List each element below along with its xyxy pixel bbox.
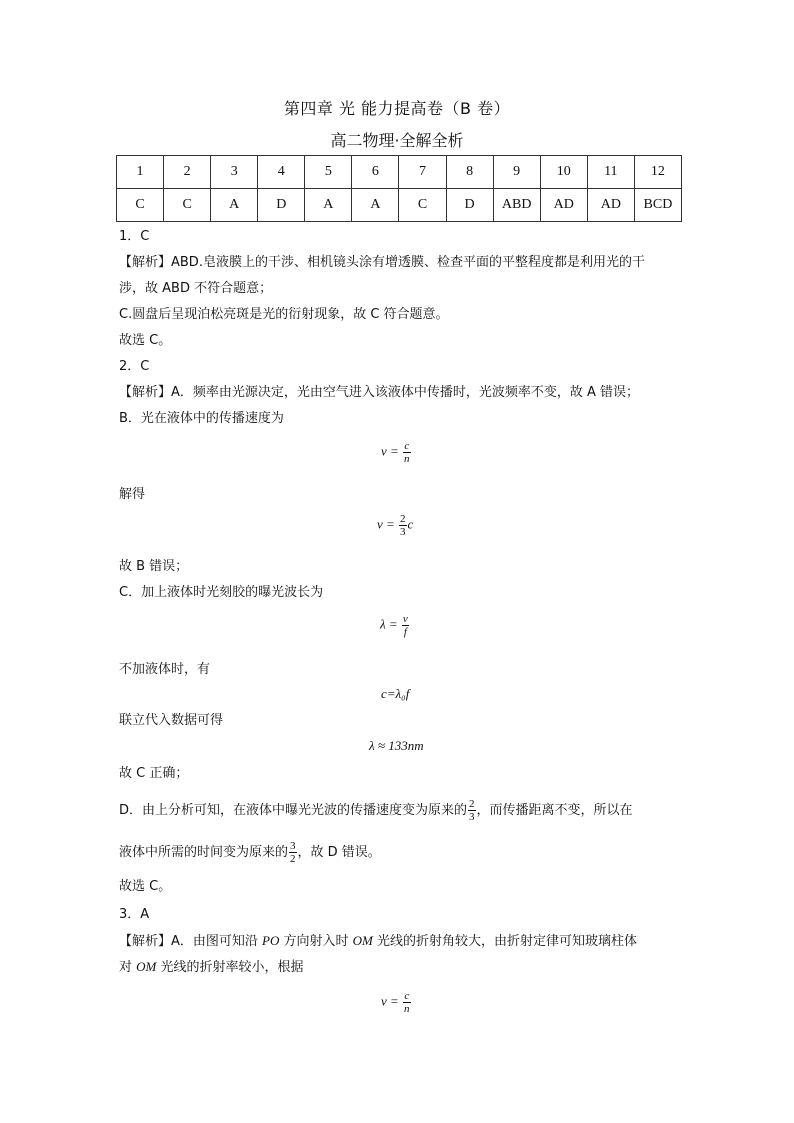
answer-table-answer-cell: AD [587,189,634,222]
answer-table-number-cell: 4 [258,156,305,189]
q2-option-d-line-2: 液体中所需的时间变为原来的 $\frac{3}{2}$ ，故 D 错误。 [119,840,381,865]
q2-option-c: C．加上液体时光刻胶的曝光波长为 [119,585,324,600]
answer-table-answer-cell: C [164,189,211,222]
q1-analysis-line-2: 涉，故 ABD 不符合题意； [119,281,273,296]
q2-c-conclusion: 故 C 正确； [119,766,189,781]
answer-table-answer-cell: A [352,189,399,222]
q2-heading: 2．C [119,359,150,374]
q2-equation-result: v = $\frac{2}{3}$ c [377,513,414,538]
answer-table-answer-cell: C [399,189,446,222]
answer-table-number-cell: 8 [446,156,493,189]
answer-table-answer-cell: A [305,189,352,222]
q1-heading: 1．C [119,229,150,244]
fraction: $\frac{2}{3}$ [469,798,475,823]
fraction: $\frac{2}{3}$ [400,513,406,538]
answer-table-number-cell: 6 [352,156,399,189]
answer-table-number-cell: 3 [211,156,258,189]
q2-combine-label: 联立代入数据可得 [119,713,224,728]
answer-table-answer-cell: D [446,189,493,222]
answer-table-number-cell: 1 [117,156,164,189]
answer-table-number-cell: 10 [540,156,587,189]
answer-table-answer-cell: C [117,189,164,222]
answer-table-number-cell: 2 [164,156,211,189]
q2-equation-wavelength-result: λ ≈ 133nm [369,738,424,753]
q2-equation-wavelength: λ = $\frac{v}{f}$ [380,613,408,638]
answer-table [116,155,682,222]
q3-analysis-line-2: 对 OM 光线的折射率较小，根据 [119,959,304,975]
answer-table-number-cell: 12 [634,156,681,189]
q2-no-liquid-label: 不加液体时，有 [119,662,211,677]
q3-analysis-line-1: 【解析】A．由图可知沿 PO 方向射入时 OM 光线的折射角较大，由折射定律可知玻璃柱体 [119,933,637,949]
answer-table-number-row [117,156,682,189]
answer-table-number-cell: 9 [493,156,540,189]
answer-table-number-cell: 7 [399,156,446,189]
q1-analysis-line-1: 【解析】ABD.皂液膜上的干涉、相机镜头涂有增透膜、检查平面的平整程度都是利用光的干 [119,255,645,270]
answer-table-answer-cell: ABD [493,189,540,222]
answer-table-number-cell: 11 [587,156,634,189]
q2-option-d-line-1: D．由上分析可知，在液体中曝光光波的传播速度变为原来的 $\frac{2}{3}$ ，而传播距离不变，所以在 [119,798,633,823]
q2-option-a: 【解析】A．频率由光源决定，光由空气进入该液体中传播时，光波频率不变，故 A 错误； [119,385,640,400]
fraction: $\frac{v}{f}$ [402,613,408,638]
page-subtitle: 高二物理·全解全析 [330,131,464,150]
answer-table-answer-cell: A [211,189,258,222]
answer-table-answer-cell: BCD [634,189,681,222]
answer-table-number-cell: 5 [305,156,352,189]
q2-option-b: B．光在液体中的传播速度为 [119,411,284,426]
page-title: 第四章 光 能力提高卷（B 卷） [283,99,511,118]
q1-conclusion: 故选 C。 [119,333,172,348]
answer-table-answer-cell: D [258,189,305,222]
answer-table-answer-cell: AD [540,189,587,222]
fraction: $\frac{c}{n}$ [404,440,410,465]
q3-equation-speed: v = $\frac{c}{n}$ [381,990,410,1015]
q2-conclusion: 故选 C。 [119,879,172,894]
q2-solve-label: 解得 [119,487,146,502]
answer-table-answer-row [117,189,682,222]
q1-analysis-line-3: C.圆盘后呈现泊松亮斑是光的衍射现象，故 C 符合题意。 [119,307,449,322]
fraction: $\frac{c}{n}$ [404,990,410,1015]
fraction: $\frac{3}{2}$ [290,840,296,865]
q3-heading: 3．A [119,907,150,922]
q2-equation-frequency: c=λ₀f [381,686,410,701]
q2-equation-speed [381,440,412,465]
eq-lhs: v = [381,443,399,459]
q2-b-conclusion: 故 B 错误； [119,559,189,574]
